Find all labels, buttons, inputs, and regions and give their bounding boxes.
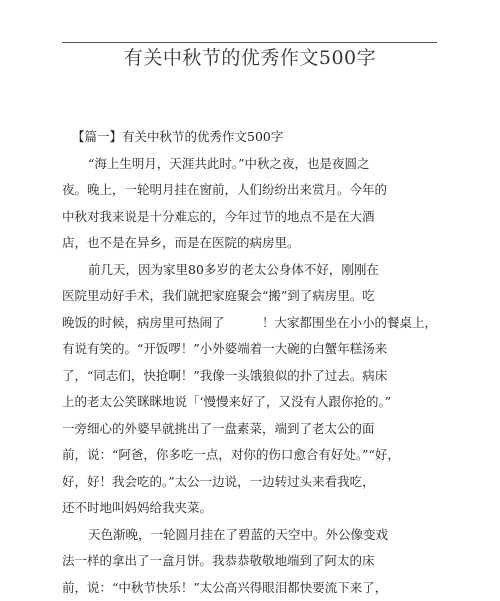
paragraph-line: 法一样的拿出了一盒月饼。我恭恭敬敬地端到了阿太的床 — [62, 548, 442, 575]
paragraph-line: 店，也不是在异乡，而是在医院的病房里。 — [62, 230, 442, 257]
paragraph-line: 还不时地叫妈妈给我夹菜。 — [62, 495, 442, 522]
article-body — [62, 124, 442, 601]
paragraph-line: 前，说：“中秋节快乐！”太公高兴得眼泪都快要流下来了， — [62, 575, 442, 601]
paragraph-line: 好，好！我会吃的。”太公一边说，一边转过头来看我吃， — [62, 469, 442, 496]
paragraph-line: 医院里动好手术，我们就把家庭聚会“搬”到了病房里。吃 — [62, 283, 442, 310]
paragraph-line: 前几天，因为家里80多岁的老太公身体不好，刚刚在 — [62, 257, 442, 284]
paragraph-line: 中秋对我来说是十分难忘的，今年过节的地点不是在大酒 — [62, 204, 442, 231]
paragraph-line: “海上生明月，天涯共此时。”中秋之夜，也是夜圆之 — [62, 151, 442, 178]
paragraph-line: 前，说：“阿爸，你多吃一点，对你的伤口愈合有好处。”“好， — [62, 442, 442, 469]
paragraph-line: 上的老太公笑眯眯地说「‘慢慢来好了，又没有人跟你抢的。” — [62, 389, 442, 416]
top-divider — [62, 42, 437, 43]
paragraph-line: 有说有笑的。“开饭啰！”小外婆端着一大碗的白蟹年糕汤来 — [62, 336, 442, 363]
paragraph-line: 了，“同志们，快抢啊！”我像一头饿狼似的扑了过去。病床 — [62, 363, 442, 390]
paragraph-line: 一旁细心的外婆早就挑出了一盘素菜，端到了老太公的面 — [62, 416, 442, 443]
paragraph-line: 夜。晚上，一轮明月挂在窗前，人们纷纷出来赏月。今年的 — [62, 177, 442, 204]
paragraph-line: 晚饭的时候，病房里可热闹了 ！大家都围坐在小小的餐桌上， — [62, 310, 442, 337]
section-heading: 【篇一】有关中秋节的优秀作文500字 — [62, 124, 442, 151]
page-title: 有关中秋节的优秀作文500字 — [0, 44, 500, 72]
paragraph-line: 天色渐晚，一轮圆月挂在了碧蓝的天空中。外公像变戏 — [62, 522, 442, 549]
